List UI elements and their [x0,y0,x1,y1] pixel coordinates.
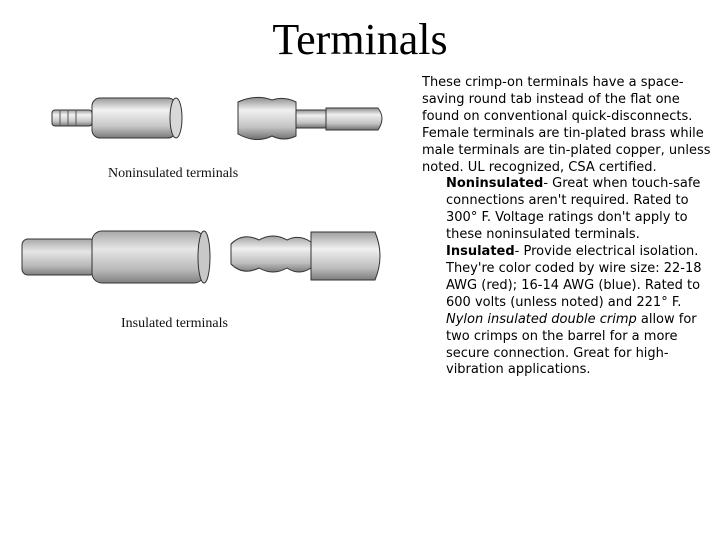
insulated-text-2: allow for two crimps on the barrel for a more secure connection. Great for high-vibration applications. [446,311,697,378]
description-text-block [422,75,712,379]
nylon-double-crimp-text: Nylon insulated double crimp [446,311,637,327]
noninsulated-male-terminal-image [232,90,392,150]
noninsulated-text: - Great when touch-safe connections aren't required. Rated to 300° F. Voltage ratings don't apply to these noninsulated terminals. [446,176,701,243]
insulated-heading: Insulated [446,244,515,260]
noninsulated-caption: Noninsulated terminals [108,166,239,181]
insulated-caption: Insulated terminals [121,316,228,331]
insulated-female-terminal-image [18,225,213,290]
noninsulated-paragraph [422,176,712,244]
insulated-paragraph [422,244,712,379]
insulated-male-terminal-image [225,222,390,292]
description-intro: These crimp-on terminals have a space-saving round tab instead of the flat one found on conventional quick-disconnects. Female terminals are tin-plated brass while male terminals are tin-plated copper, unless noted. UL recognized, CSA certified. [422,75,711,175]
slide-title: Terminals [272,15,448,64]
insulated-text-1: - Provide electrical isolation. They're color coded by wire size: 22-18 AWG (red); 16-14 AWG (blue). Rated to 600 volts (unless noted) and 221° F. [446,244,702,310]
noninsulated-female-terminal-image [48,90,188,145]
noninsulated-heading: Noninsulated [446,176,544,192]
